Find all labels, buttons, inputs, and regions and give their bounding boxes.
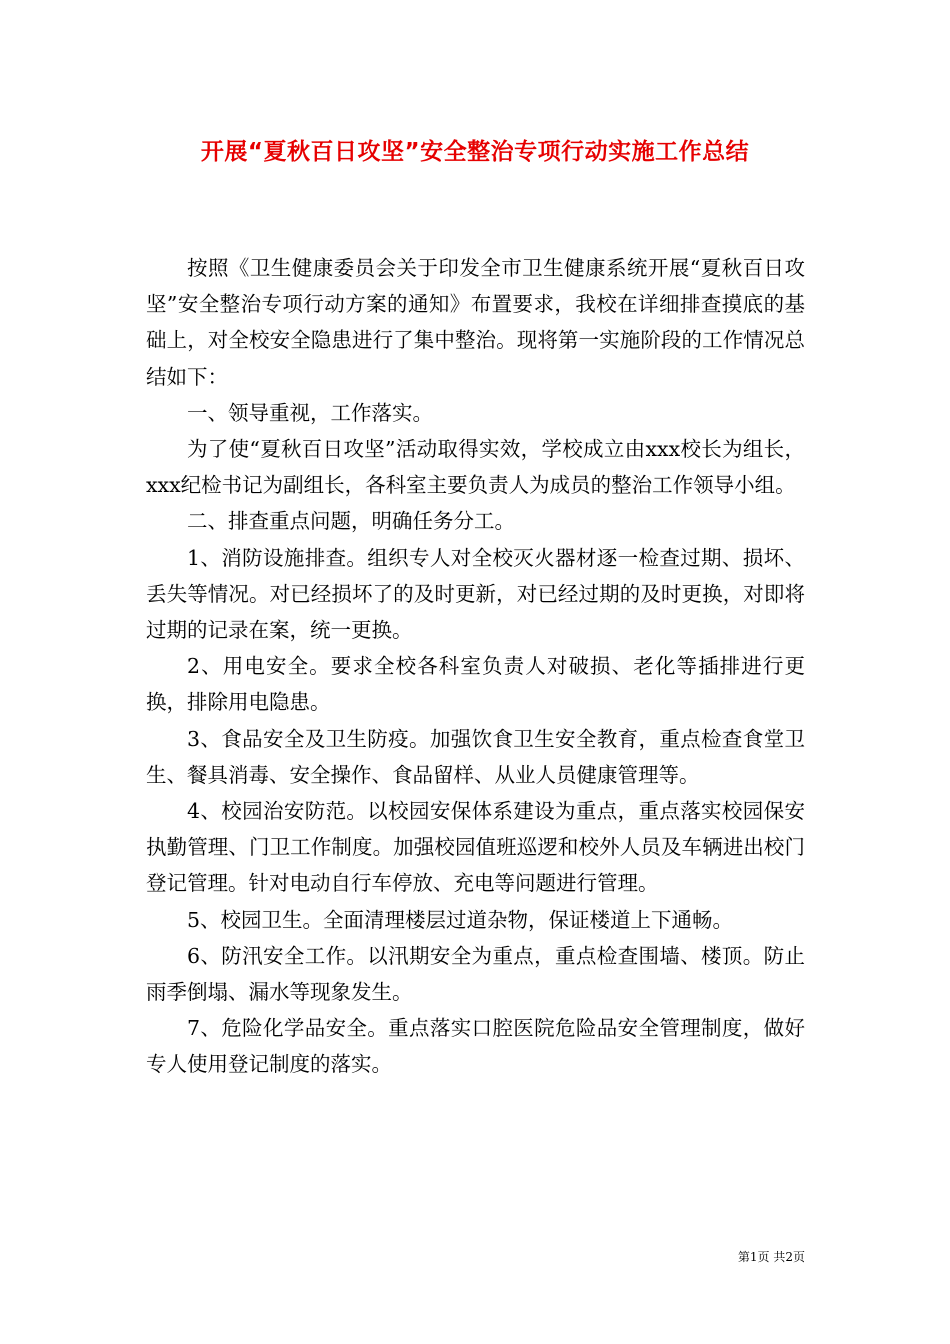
paragraph: 为了使“夏秋百日攻坚”活动取得实效，学校成立由xxx校长为组长，xxx纪检书记为副组长，各科室主要负责人为成员的整治工作领导小组。: [146, 437, 805, 498]
list-item: 2、用电安全。要求全校各科室负责人对破损、老化等插排进行更换，排除用电隐患。: [146, 654, 805, 715]
list-item: 6、防汛安全工作。以汛期安全为重点，重点检查围墙、楼顶。防止雨季倒塌、漏水等现象发生。: [146, 943, 805, 1005]
paragraph-intro: 按照《卫生健康委员会关于印发全市卫生健康系统开展“夏秋百日攻坚”安全整治专项行动方案的通知》布置要求，我校在详细排查摸底的基础上，对全校安全隐患进行了集中整治。现将第一实施阶段的工作情况总结如下：: [146, 256, 805, 389]
section-heading-2: 二、排查重点问题，明确任务分工。: [187, 509, 515, 534]
document-title: 开展“夏秋百日攻坚”安全整治专项行动实施工作总结: [200, 139, 750, 165]
document-body: [146, 250, 805, 1083]
list-item: 7、危险化学品安全。重点落实口腔医院危险品安全管理制度，做好专人使用登记制度的落实。: [146, 1016, 805, 1077]
page-number: 第1页 共2页: [737, 1250, 805, 1264]
section-heading-1: 一、领导重视，工作落实。: [187, 400, 433, 425]
list-item: 1、消防设施排查。组织专人对全校灭火器材逐一检查过期、损坏、丢失等情况。对已经损坏了的及时更新，对已经过期的及时更换，对即将过期的记录在案，统一更换。: [146, 545, 805, 643]
list-item: 4、校园治安防范。以校园安保体系建设为重点，重点落实校园保安执勤管理、门卫工作制度。加强校园值班巡逻和校外人员及车辆进出校门登记管理。针对电动自行车停放、充电等问题进行管理。: [146, 799, 805, 896]
list-item: 3、食品安全及卫生防疫。加强饮食卫生安全教育，重点检查食堂卫生、餐具消毒、安全操作、食品留样、从业人员健康管理等。: [146, 726, 805, 787]
list-item: 5、校园卫生。全面清理楼层过道杂物，保证楼道上下通畅。: [187, 907, 734, 932]
